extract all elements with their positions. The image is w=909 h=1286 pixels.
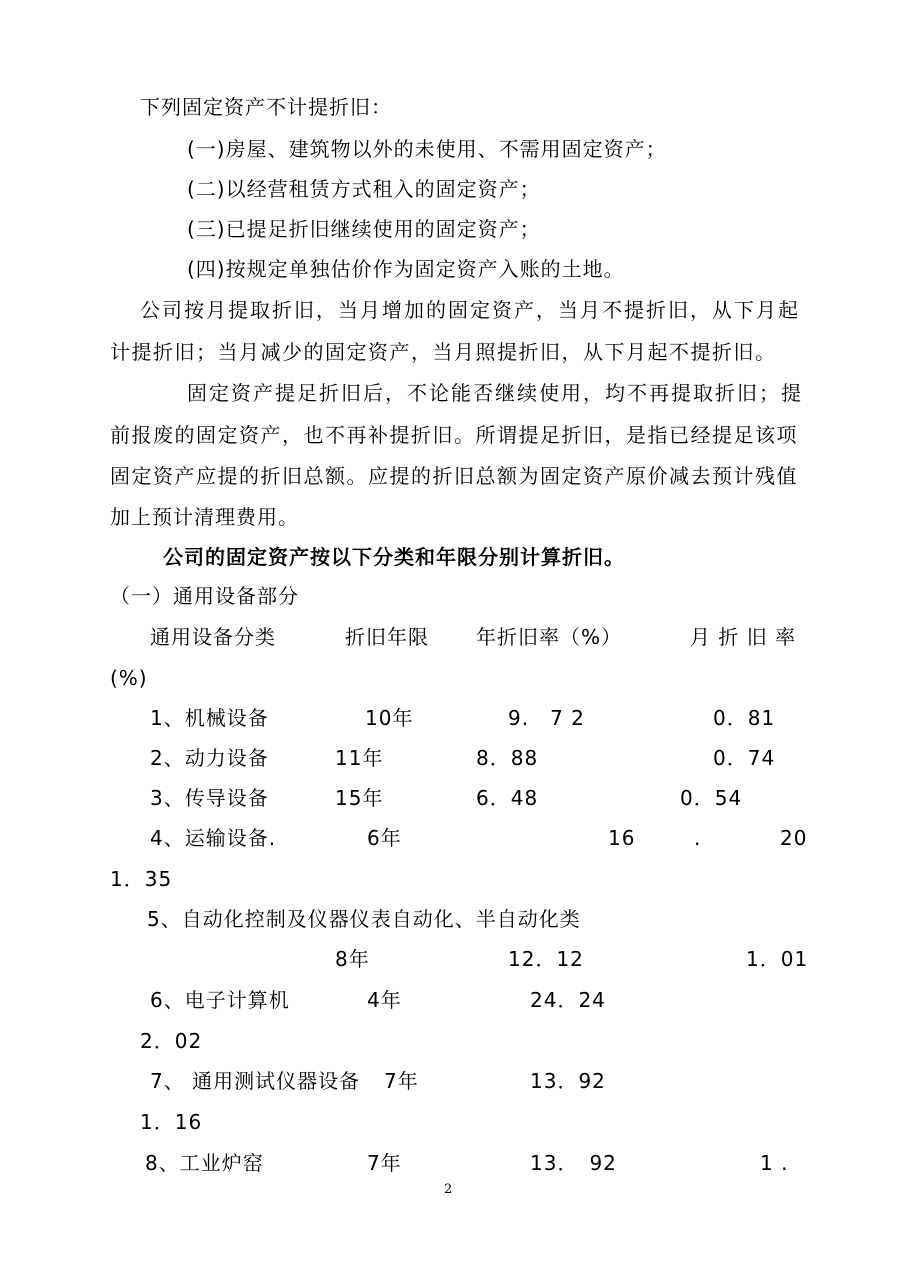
page-number: 2 — [444, 1182, 453, 1197]
header-monthly-unit: (%) — [110, 666, 148, 690]
para1-line-2: 计提折旧；当月减少的固定资产，当月照提折旧，从下月起不提折旧。 — [110, 340, 777, 364]
header-category: 通用设备分类 — [150, 625, 276, 649]
row-5-name: 5、自动化控制及仪器仪表自动化、半自动化类 — [147, 907, 581, 931]
header-years: 折旧年限 — [345, 625, 429, 649]
row-6-annual: 24．24 — [530, 988, 606, 1012]
row-8-name: 8、工业炉窑 — [145, 1151, 264, 1175]
intro-text: 下列固定资产不计提折旧： — [140, 95, 392, 119]
row-3-name: 3、传导设备 — [150, 786, 269, 810]
para2-line-2: 前报废的固定资产，也不再补提折旧。所谓提足折旧，是指已经提足该项 — [110, 423, 798, 447]
row-5-years: 8年 — [335, 947, 370, 971]
row-4-monthly: 1．35 — [110, 867, 173, 891]
row-3-monthly: 0．54 — [680, 786, 743, 810]
row-5-annual: 12．12 — [508, 947, 584, 971]
exclusion-item-1: (一)房屋、建筑物以外的未使用、不需用固定资产； — [187, 137, 667, 161]
section-title: （一）通用设备部分 — [110, 584, 299, 608]
row-8-annual: 13． 92 — [530, 1151, 617, 1175]
depreciation-heading: 公司的固定资产按以下分类和年限分别计算折旧。 — [163, 545, 625, 569]
row-2-name: 2、动力设备 — [150, 746, 269, 770]
row-3-annual: 6．48 — [476, 786, 539, 810]
para2-line-1: 固定资产提足折旧后，不论能否继续使用，均不再提取折旧；提 — [187, 381, 803, 405]
row-1-name: 1、机械设备 — [150, 706, 269, 730]
exclusion-item-3: (三)已提足折旧继续使用的固定资产； — [187, 217, 541, 241]
exclusion-item-2: (二)以经营租赁方式租入的固定资产； — [187, 177, 541, 201]
row-1-years: 10年 — [365, 706, 414, 730]
header-monthly-rate: 月 折 旧 率 — [690, 625, 797, 649]
header-annual-rate: 年折旧率（%） — [476, 625, 623, 649]
para2-line-3: 固定资产应提的折旧总额。应提的折旧总额为固定资产原价减去预计残值 — [110, 464, 798, 488]
para2-line-4: 加上预计清理费用。 — [110, 505, 299, 529]
row-8-monthly: 1 . — [760, 1151, 789, 1175]
row-1-annual: 9. 7 2 — [508, 706, 585, 730]
row-4-annual-int: 16 — [608, 826, 636, 850]
row-4-annual-dot: . — [694, 826, 702, 850]
row-7-annual: 13．92 — [530, 1069, 606, 1093]
para1-line-1: 公司按月提取折旧，当月增加的固定资产，当月不提折旧，从下月起 — [140, 298, 800, 322]
row-6-name: 6、电子计算机 — [150, 988, 290, 1012]
row-6-monthly: 2．02 — [140, 1029, 203, 1053]
row-6-years: 4年 — [367, 988, 402, 1012]
row-7-name: 7、 通用测试仪器设备 — [150, 1069, 361, 1093]
row-2-monthly: 0．74 — [713, 746, 776, 770]
row-7-monthly: 1．16 — [140, 1110, 203, 1134]
row-4-annual-frac: 20 — [780, 826, 808, 850]
row-2-annual: 8．88 — [476, 746, 539, 770]
row-2-years: 11年 — [335, 746, 384, 770]
row-3-years: 15年 — [335, 786, 384, 810]
row-5-monthly: 1．01 — [746, 947, 809, 971]
exclusion-item-4: (四)按规定单独估价作为固定资产入账的土地。 — [187, 257, 625, 281]
row-7-years: 7年 — [384, 1069, 419, 1093]
row-4-name: 4、运输设备. — [150, 826, 277, 850]
row-1-monthly: 0．81 — [713, 706, 776, 730]
row-4-years: 6年 — [367, 826, 402, 850]
row-8-years: 7年 — [367, 1151, 402, 1175]
